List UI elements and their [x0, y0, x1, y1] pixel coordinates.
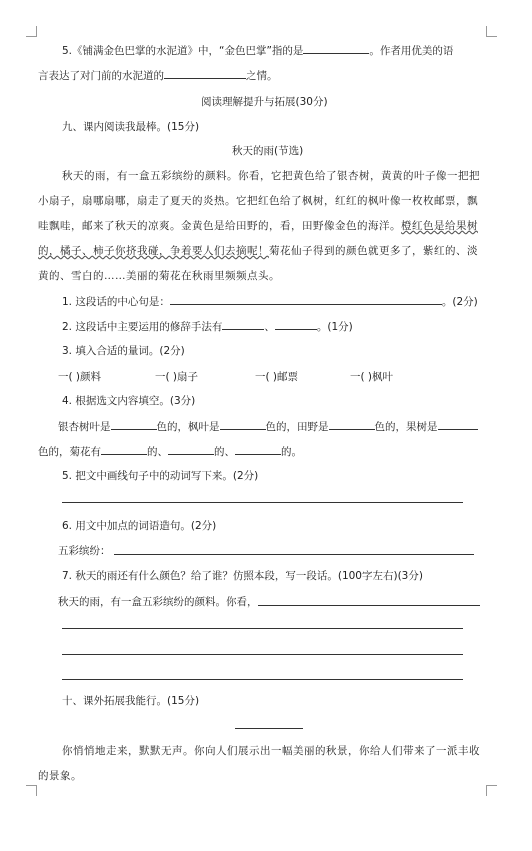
- question-5: 5. 把文中画线句子中的动词写下来。(2分): [62, 470, 259, 482]
- q5-line2-text-b: 之情。: [246, 70, 278, 82]
- q5-blank1[interactable]: [303, 42, 369, 54]
- q4-blank-maple[interactable]: [220, 418, 266, 430]
- question-1-text: 1. 这段话的中心句是：: [62, 296, 170, 308]
- question-1: [62, 293, 478, 309]
- q4-line-2-text-b: 的、: [147, 446, 168, 458]
- passage-line-2: 小扇子，扇哪扇哪，扇走了夏天的炎热。它把红色给了枫树，红红的枫叶像一枚枚邮票，飘: [38, 195, 478, 207]
- part9-title: 九、课内阅读我最棒。(15分): [62, 121, 200, 133]
- question-2: [62, 318, 353, 334]
- q4-line-1-text-b: 色的，枫叶是: [156, 421, 220, 433]
- q6-answer-line[interactable]: [114, 554, 474, 555]
- crop-mark-bottom-left: [26, 785, 37, 796]
- question-4: 4. 根据选文内容填空。(3分): [62, 395, 196, 407]
- q5-blank2[interactable]: [164, 67, 246, 79]
- q3-item-3[interactable]: 一( )邮票: [255, 371, 299, 383]
- question-1-score: 。(2分): [441, 296, 478, 308]
- q4-line-1-text-c: 色的，田野是: [265, 421, 329, 433]
- underlined-sentence-part1: 橙红色是给果树: [401, 220, 478, 232]
- q4-blank-chrysanthemum-2[interactable]: [168, 443, 214, 455]
- q4-blank-chrysanthemum-3[interactable]: [235, 443, 281, 455]
- q7-prompt: 秋天的雨，有一盒五彩缤纷的颜料。你看，: [58, 596, 258, 608]
- passage-line-1: 秋天的雨，有一盒五彩缤纷的颜料。你看，它把黄色给了银杏树，黄黄的叶子像一把把: [62, 170, 480, 182]
- q7-answer-line-3[interactable]: [62, 654, 463, 655]
- q4-line-2-text-d: 的。: [281, 446, 302, 458]
- q6-prompt: 五彩缤纷：: [58, 545, 111, 557]
- q3-item-4[interactable]: 一( )枫叶: [350, 371, 394, 383]
- q4-line-2-text-c: 的、: [214, 446, 235, 458]
- q3-item-2[interactable]: 一( )扇子: [155, 371, 199, 383]
- passage-line-4: [38, 243, 478, 258]
- q5-line2-text-a: 言表达了对门前的水泥道的: [38, 70, 164, 82]
- question-6: 6. 用文中加点的词语造句。(2分): [62, 520, 217, 532]
- q5-line1-text-a: 5.《铺满金色巴掌的水泥道》中，“金色巴掌”指的是: [62, 45, 304, 57]
- q3-item-1[interactable]: 一( )颜料: [58, 371, 102, 383]
- q4-line-2: [38, 443, 302, 459]
- q4-blank-fruit-tree[interactable]: [438, 418, 478, 430]
- passage-line-4-text: 菊花仙子得到的颜色就更多了，紫红的、淡: [269, 245, 478, 257]
- q4-line-1-text-a: 银杏树叶是: [58, 421, 111, 433]
- passage-line-3: [38, 218, 478, 233]
- crop-mark-top-left: [26, 26, 37, 37]
- question-2-score: 。(1分): [316, 321, 353, 333]
- q4-line-2-text-a: 色的，菊花有: [38, 446, 101, 458]
- q7-answer-line-2[interactable]: [62, 628, 463, 629]
- question-2-text: 2. 这段话中主要运用的修辞手法有: [62, 321, 223, 333]
- question-2-blank-2[interactable]: [275, 318, 317, 330]
- q4-blank-field[interactable]: [329, 418, 375, 430]
- section-heading: 阅读理解提升与拓展(30分): [201, 96, 328, 108]
- question-2-blank-1[interactable]: [222, 318, 264, 330]
- q4-blank-ginkgo[interactable]: [111, 418, 157, 430]
- q5-line1-text-b: 。作者用优美的语: [369, 45, 454, 57]
- q5-line1: [62, 42, 453, 58]
- q4-line-1: [58, 418, 478, 434]
- q7-answer-line-4[interactable]: [62, 679, 463, 680]
- part10-title-blank[interactable]: [235, 728, 303, 729]
- part10-passage-line-2: 的景象。: [38, 770, 82, 782]
- part10-title: 十、课外拓展我能行。(15分): [62, 695, 200, 707]
- q5-answer-line[interactable]: [62, 502, 463, 503]
- question-2-separator: 、: [264, 321, 275, 333]
- question-7: 7. 秋天的雨还有什么颜色？给了谁？仿照本段，写一段话。(100字左右)(3分): [62, 570, 423, 582]
- underlined-sentence-part2: 的，橘子、柿子你挤我碰，争着要人们去摘呢！: [38, 245, 269, 257]
- question-3: 3. 填入合适的量词。(2分): [62, 345, 185, 357]
- q4-line-1-text-d: 色的，果树是: [374, 421, 438, 433]
- q4-blank-chrysanthemum-1[interactable]: [101, 443, 147, 455]
- crop-mark-bottom-right: [486, 785, 497, 796]
- question-1-blank[interactable]: [170, 293, 442, 305]
- passage-line-3-text: 哇飘哇，邮来了秋天的凉爽。金黄色是给田野的，看，田野像金色的海洋。: [38, 220, 401, 232]
- q7-answer-line-1[interactable]: [258, 605, 480, 606]
- passage-title: 秋天的雨(节选): [232, 145, 304, 157]
- part10-passage-line-1: 你悄悄地走来，默默无声。你向人们展示出一幅美丽的秋景，你给人们带来了一派丰收: [62, 745, 480, 757]
- crop-mark-top-right: [486, 26, 497, 37]
- passage-line-5: 黄的、雪白的……美丽的菊花在秋雨里频频点头。: [38, 270, 280, 282]
- q5-line2: [38, 67, 278, 83]
